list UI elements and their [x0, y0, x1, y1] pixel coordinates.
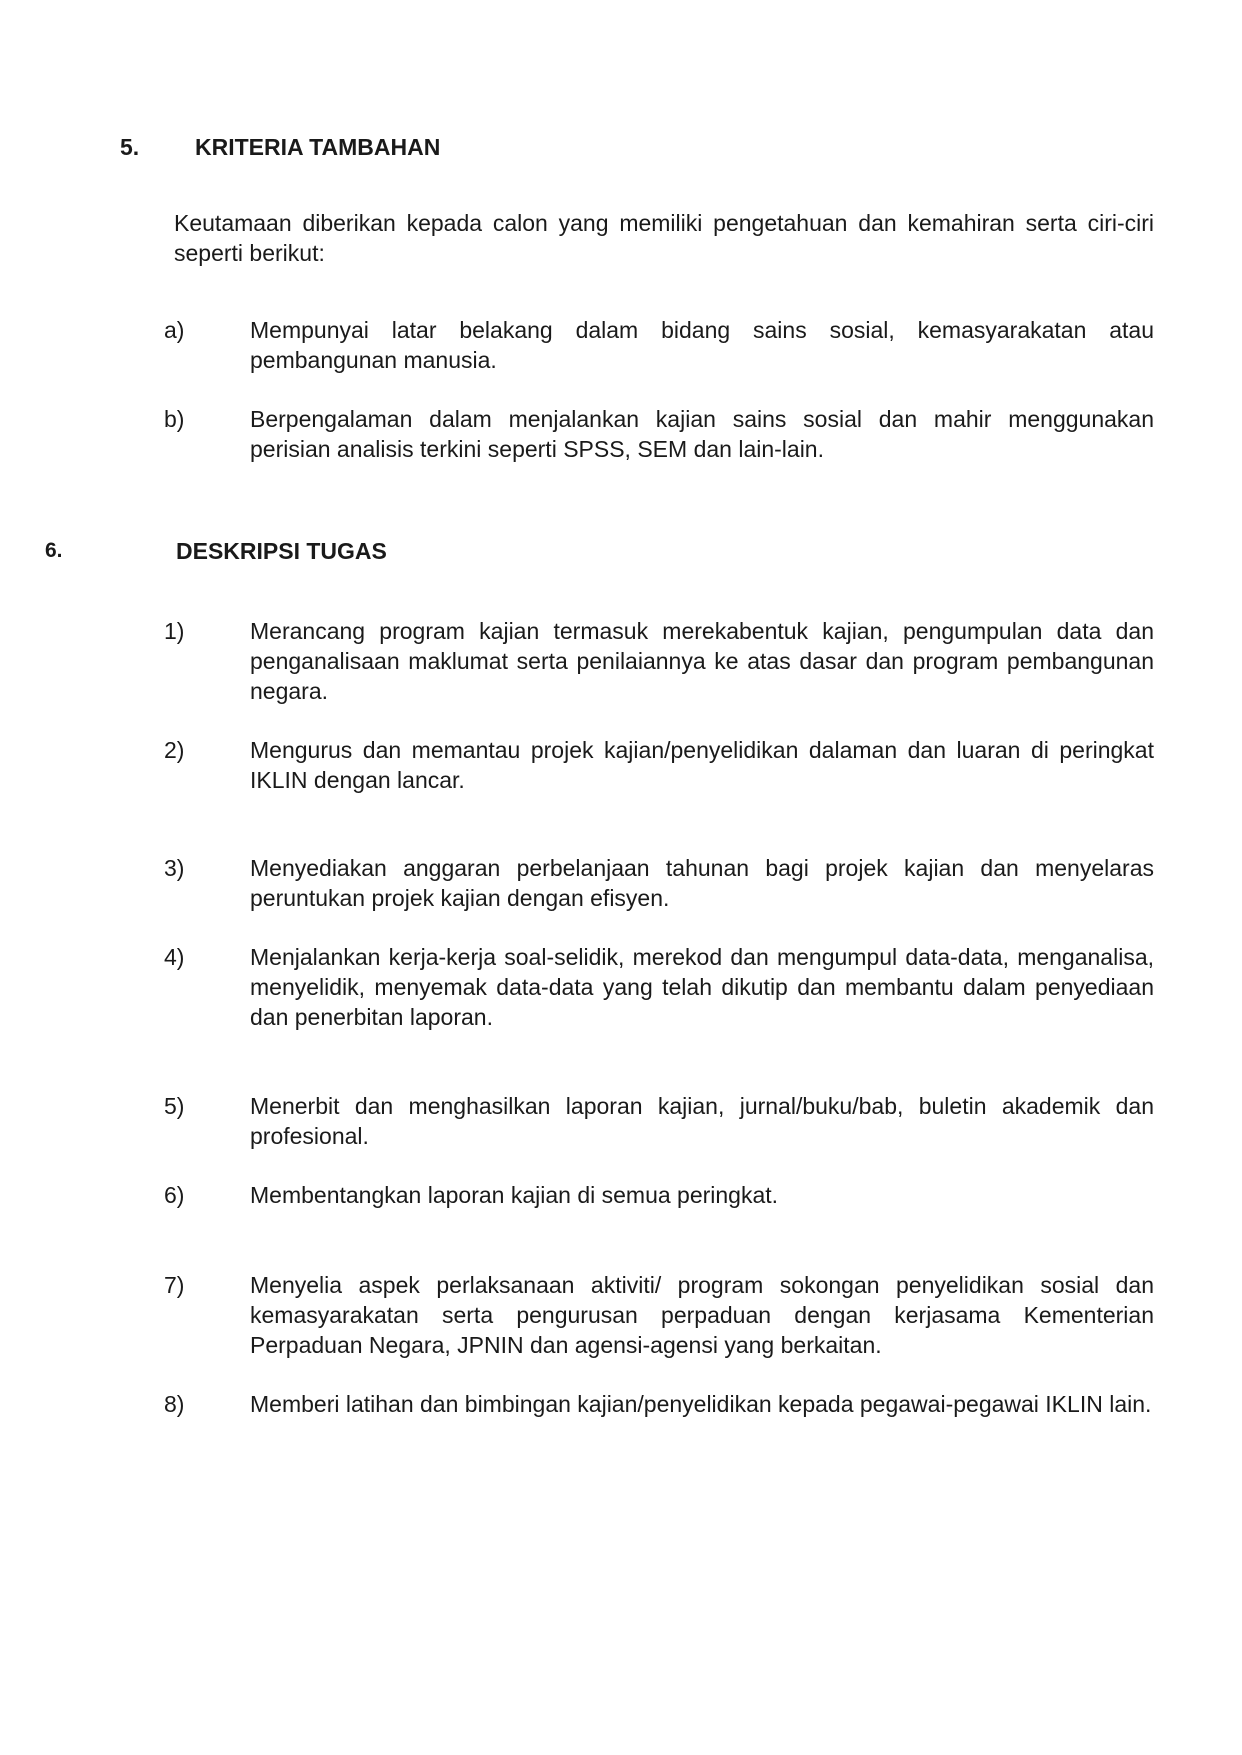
item-label: 3) [164, 855, 185, 881]
item-label: 8) [164, 1391, 185, 1417]
item-label: 1) [164, 618, 185, 644]
item-label: 2) [164, 737, 185, 763]
item-text: Memberi latihan dan bimbingan kajian/penyelidikan kepada pegawai-pegawai IKLIN lain. [250, 1391, 1152, 1417]
item-text: Membentangkan laporan kajian di semua peringkat. [250, 1182, 779, 1208]
item-text: Menyelia aspek perlaksanaan aktiviti/ program sokongan penyelidikan sosial dan kemasyarakatan serta pengurusan perpaduan dengan kerjasama Kementerian Perpaduan Negara, JPNIN dan agensi-agensi yang berkaitan. [250, 1272, 1154, 1358]
item-label: 5) [164, 1093, 185, 1119]
item-text: Menyediakan anggaran perbelanjaan tahunan bagi projek kajian dan menyelaras peruntukan projek kajian dengan efisyen. [250, 855, 1154, 911]
section-5-number: 5. [120, 134, 140, 160]
section-5-intro: Keutamaan diberikan kepada calon yang memiliki pengetahuan dan kemahiran serta ciri-ciri seperti berikut: [174, 210, 1154, 266]
item-label: 6) [164, 1182, 185, 1208]
item-label: 7) [164, 1272, 185, 1298]
item-text: Mempunyai latar belakang dalam bidang sains sosial, kemasyarakatan atau pembangunan manusia. [250, 317, 1154, 373]
item-label: 4) [164, 944, 185, 970]
section-5-title: KRITERIA TAMBAHAN [195, 134, 441, 160]
item-text: Menerbit dan menghasilkan laporan kajian, jurnal/buku/bab, buletin akademik dan profesional. [250, 1093, 1154, 1149]
item-text: Berpengalaman dalam menjalankan kajian sains sosial dan mahir menggunakan perisian analisis terkini seperti SPSS, SEM dan lain-lain. [250, 406, 1154, 462]
item-text: Mengurus dan memantau projek kajian/penyelidikan dalaman dan luaran di peringkat IKLIN dengan lancar. [250, 737, 1154, 793]
item-text: Merancang program kajian termasuk merekabentuk kajian, pengumpulan data dan penganalisaan maklumat serta penilaiannya ke atas dasar dan program pembangunan negara. [250, 618, 1154, 704]
item-text: Menjalankan kerja-kerja soal-selidik, merekod dan mengumpul data-data, menganalisa, menyelidik, menyemak data-data yang telah dikutip dan membantu dalam penyediaan dan penerbitan laporan. [250, 944, 1154, 1030]
item-label: a) [164, 317, 185, 343]
section-6-number: 6. [45, 539, 63, 562]
section-6-title: DESKRIPSI TUGAS [176, 538, 387, 564]
item-label: b) [164, 406, 185, 432]
